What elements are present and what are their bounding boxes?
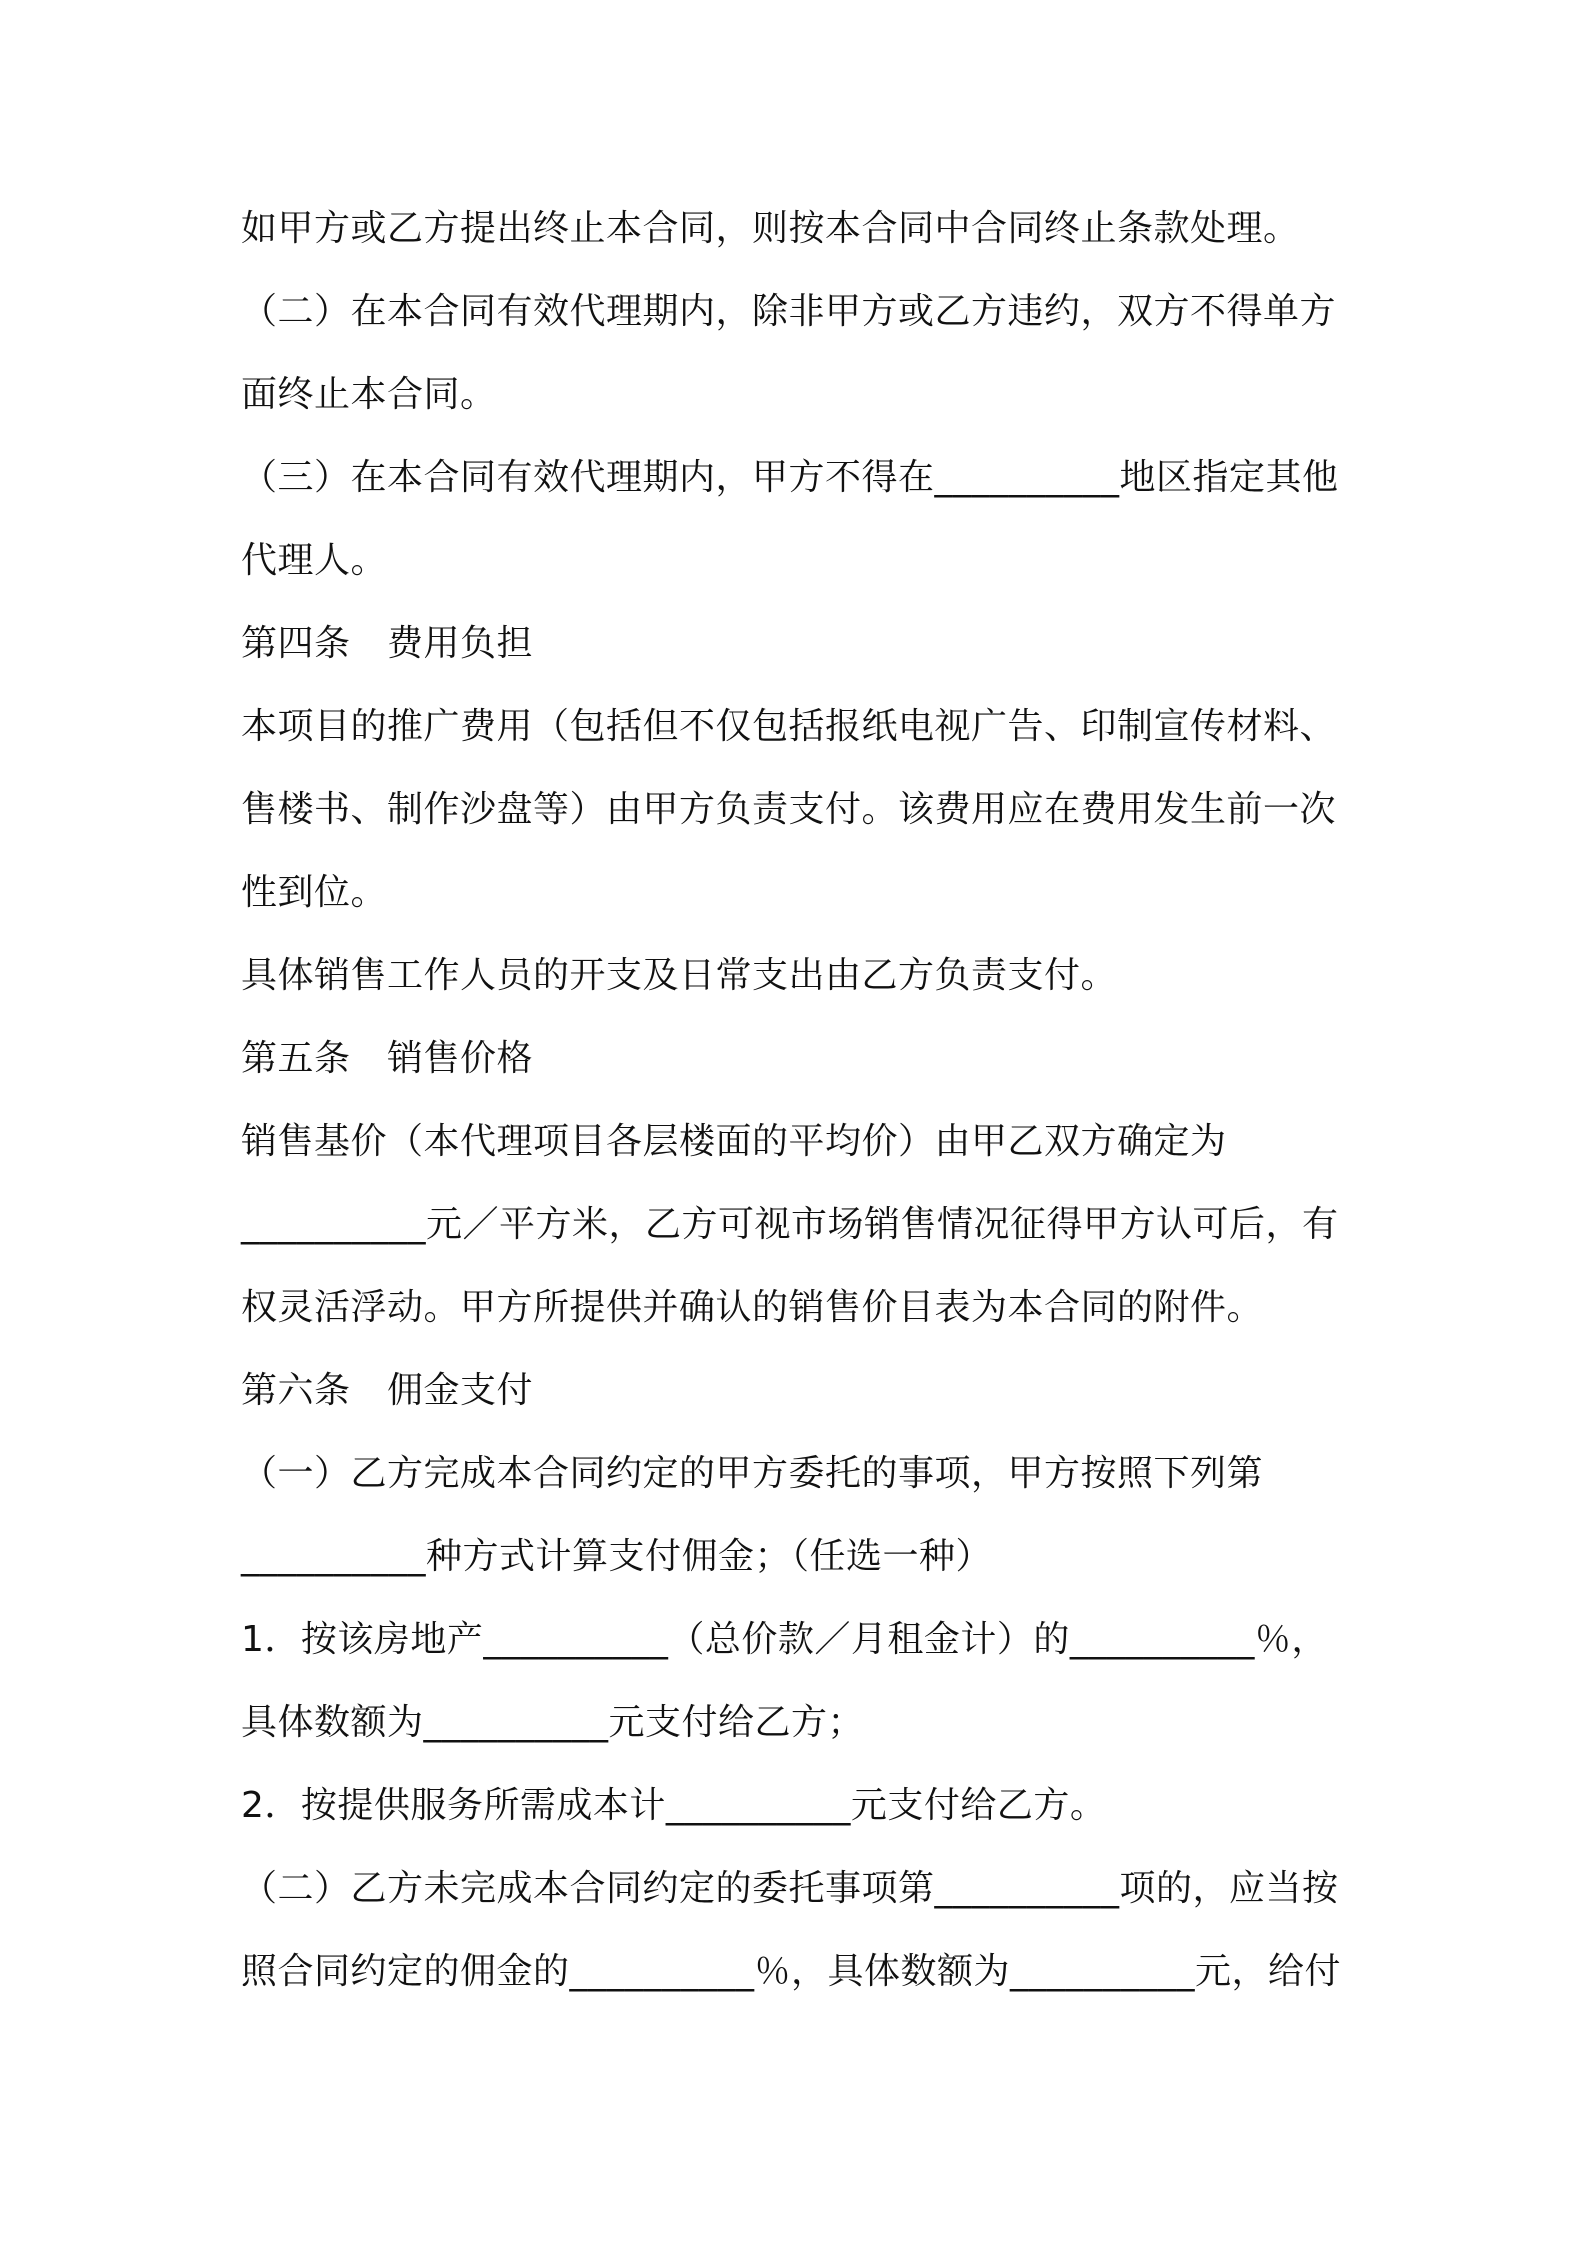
paragraph-line: 照合同约定的佣金的__________％，具体数额为__________元，给付	[241, 1951, 1342, 1992]
paragraph-line: 1．按该房地产__________（总价款／月租金计）的__________％，	[241, 1619, 1328, 1660]
paragraph-line: 2．按提供服务所需成本计__________元支付给乙方。	[241, 1785, 1107, 1826]
paragraph-line: 销售基价（本代理项目各层楼面的平均价）由甲乙双方确定为	[241, 1121, 1227, 1162]
section-heading: 第六条 佣金支付	[241, 1370, 534, 1411]
paragraph-line: 具体数额为__________元支付给乙方；	[241, 1702, 865, 1743]
paragraph-line: 如甲方或乙方提出终止本合同，则按本合同中合同终止条款处理。	[241, 208, 1300, 249]
paragraph-line: 代理人。	[241, 540, 388, 581]
paragraph-line: 权灵活浮动。甲方所提供并确认的销售价目表为本合同的附件。	[241, 1287, 1264, 1328]
paragraph-line: （一）乙方完成本合同约定的甲方委托的事项，甲方按照下列第	[241, 1453, 1264, 1494]
paragraph-line: 售楼书、制作沙盘等）由甲方负责支付。该费用应在费用发生前一次	[241, 789, 1337, 830]
section-heading: 第四条 费用负担	[241, 623, 534, 664]
paragraph-line: （三）在本合同有效代理期内，甲方不得在__________地区指定其他	[241, 457, 1339, 498]
paragraph-line: （二）乙方未完成本合同约定的委托事项第__________项的，应当按	[241, 1868, 1339, 1909]
paragraph-line: 面终止本合同。	[241, 374, 497, 415]
section-heading: 第五条 销售价格	[241, 1038, 534, 1079]
paragraph-line: 性到位。	[241, 872, 388, 913]
paragraph-line: 具体销售工作人员的开支及日常支出由乙方负责支付。	[241, 955, 1118, 996]
paragraph-line: 本项目的推广费用（包括但不仅包括报纸电视广告、印制宣传材料、	[241, 706, 1337, 747]
paragraph-line: __________种方式计算支付佣金；（任选一种）	[241, 1536, 993, 1577]
paragraph-line: （二）在本合同有效代理期内，除非甲方或乙方违约，双方不得单方	[241, 291, 1337, 332]
paragraph-line: __________元／平方米，乙方可视市场销售情况征得甲方认可后，有	[241, 1204, 1339, 1245]
